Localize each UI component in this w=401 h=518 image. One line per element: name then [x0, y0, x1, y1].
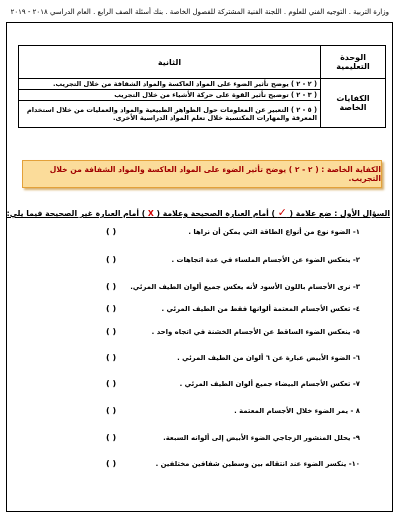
check-mark-icon: ✓ [277, 206, 287, 219]
competencies-table [18, 45, 386, 128]
x-mark-icon: X [147, 209, 154, 218]
table-header-row [19, 46, 386, 79]
answer-blank[interactable]: ( ) [106, 227, 117, 236]
banner-text: الكفاية الخاصة : ( ٢ - ٢ ) يوضح تأثير الضوء على المواد العاكسة والمواد الشفافة من خلال التجريب. [49, 165, 381, 183]
question-title [6, 206, 390, 219]
question-item: ٣- نرى الأجسام باللون الأسود لأنه يعكس جميع ألوان الطيف المرئي. [130, 283, 360, 291]
competency-item: ( ٥ - ٢ ) التعبير عن المعلومات حول الظواهر الطبيعية والمواد والعمليات من خلال استخدام المعرفة والمهارات المكتسبة خلال تعلم المواد الدراسية الأخرى. [19, 101, 321, 128]
unit-column-header: الوحدة التعليمية [321, 46, 386, 79]
answer-blank[interactable]: ( ) [106, 304, 117, 313]
competency-banner [22, 160, 382, 188]
question-item: ١- الضوء نوع من أنواع الطاقة التي يمكن أن نراها . [188, 228, 360, 236]
answer-blank[interactable]: ( ) [106, 459, 117, 468]
question-item: ٧- تعكس الأجسام البيضاء جميع ألوان الطيف المرئي . [179, 380, 360, 388]
unit-value-header: الثانية [19, 46, 321, 79]
answer-blank[interactable]: ( ) [106, 379, 117, 388]
question-item: ٤- تعكس الأجسام المعتمة ألوانها فقط من الطيف المرئي . [161, 305, 360, 313]
question-item: ٦- الضوء الأبيض عبارة عن ٦ ألوان من الطيف المرئي . [177, 354, 360, 362]
question-text-part3: ) أمام العبارة غير الصحيحة فيما يلي: [6, 209, 148, 218]
question-item: ١٠- ينكسر الضوء عند انتقاله بين وسطين شفافين مختلفين . [155, 460, 360, 468]
question-item: ٢- ينعكس الضوء عن الأجسام الملساء في عدة اتجاهات . [171, 256, 360, 264]
page-header: وزارة التربية . التوجيه الفني للعلوم . اللجنة الفنية المشتركة للفصول الخاصة . بنك أسئلة الصف الرابع . العام الدراسي ٢٠١٨ - ٢٠١٩ [10, 8, 389, 16]
answer-blank[interactable]: ( ) [106, 282, 117, 291]
answer-blank[interactable]: ( ) [106, 327, 117, 336]
question-item: ٨ - يمر الضوء خلال الأجسام المعتمة . [234, 407, 360, 415]
answer-blank[interactable]: ( ) [106, 433, 117, 442]
question-item: ٩- يحلل المنشور الزجاجي الضوء الأبيض إلى ألوانه السبعة. [163, 434, 360, 442]
answer-blank[interactable]: ( ) [106, 255, 117, 264]
question-text-part1: السؤال الأول : ضع علامة ( [286, 209, 390, 218]
question-text-part2: ) أمام العبارة الصحيحة وعلامة ( [153, 209, 278, 218]
competency-item: ( ٣ - ٢ ) توضيح تأثير القوة على حركة الأشياء من خلال التجريب [19, 90, 321, 101]
question-item: ٥- ينعكس الضوء الساقط عن الأجسام الخشنة في اتجاه واحد . [151, 328, 360, 336]
answer-blank[interactable]: ( ) [106, 353, 117, 362]
table-row [19, 79, 386, 90]
special-competencies-label: الكفايات الخاصة [321, 79, 386, 128]
answer-blank[interactable]: ( ) [106, 406, 117, 415]
competency-item: ( ٢ - ٢ ) يوضح تأثير الضوء على المواد العاكسة والمواد الشفافة من خلال التجريب. [19, 79, 321, 90]
